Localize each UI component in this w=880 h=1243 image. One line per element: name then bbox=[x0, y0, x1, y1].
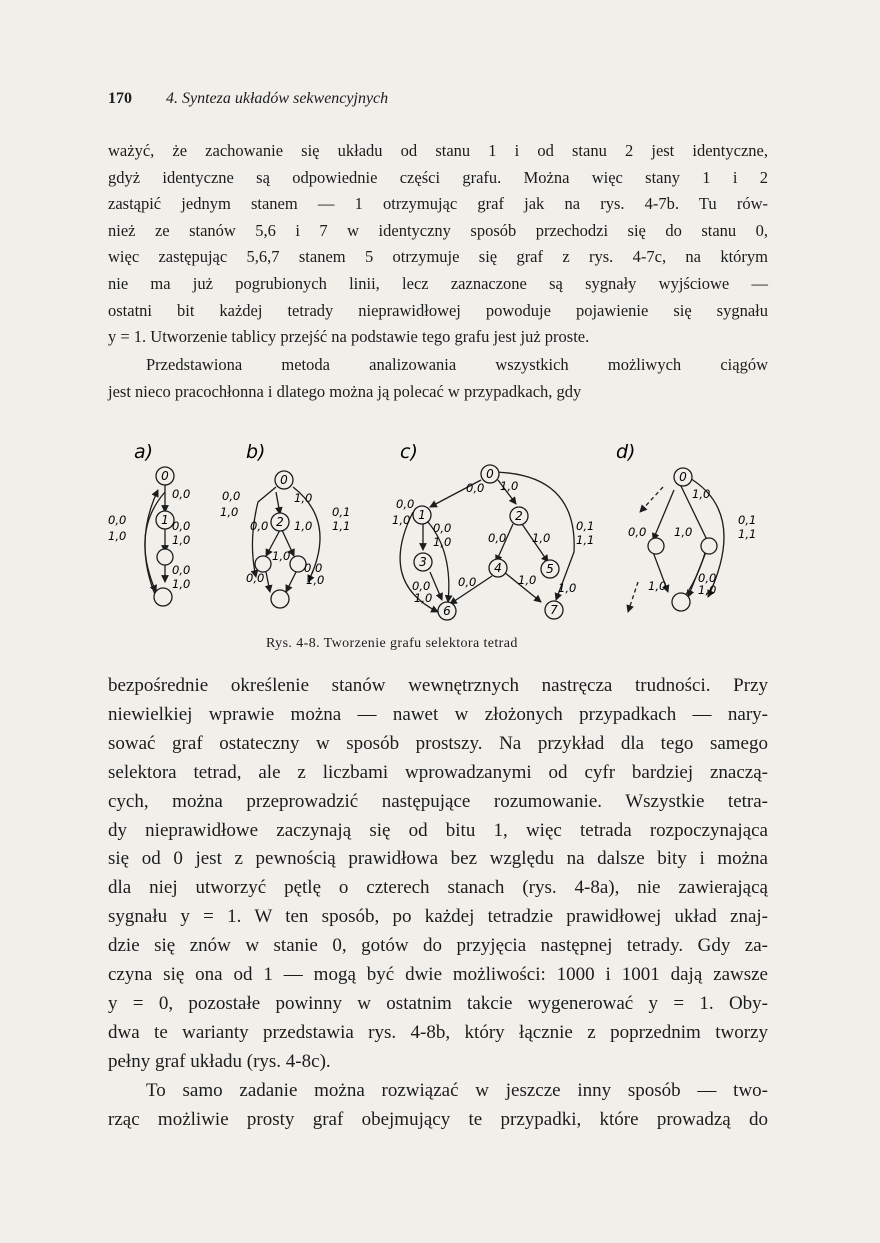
edge-label: 0,0 bbox=[172, 519, 191, 533]
edge-label: 1,0 bbox=[558, 581, 577, 595]
node-label: 2 bbox=[515, 509, 523, 523]
state-graph-figure bbox=[108, 432, 772, 632]
text-line: gdyż identyczne są odpowiednie części grafu. Można więc stany 1 i 2 bbox=[108, 167, 768, 187]
edge-label: 1,0 bbox=[172, 533, 191, 547]
page-header bbox=[108, 90, 388, 108]
node-b-5 bbox=[271, 590, 289, 608]
edge-label: 1,1 bbox=[332, 519, 351, 533]
text-line: więc zastępując 5,6,7 stanem 5 otrzymuje się graf z rys. 4-7c, na którym bbox=[108, 247, 768, 267]
edge-label: 1,0 bbox=[414, 591, 433, 605]
edge-label: 1,0 bbox=[220, 505, 239, 519]
text-line: czyna się ona od 1 — mogą być dwie możliwości: 1000 i 1001 dają zawsze bbox=[108, 964, 768, 986]
edge-label: 0,0 bbox=[108, 513, 127, 527]
text-line: dzie się znów w stanie 0, gotów do przyjęcia następnej tetrady. Gdy za- bbox=[108, 935, 768, 957]
node-b-3 bbox=[255, 556, 271, 572]
text-line: dy nieprawidłowe zaczynają się od bitu 1, więc tetrada rozpoczynająca bbox=[108, 819, 768, 841]
panel-a-graph bbox=[145, 482, 165, 597]
text-line: dwa te warianty przedstawia rys. 4-8b, który łącznie z poprzednim tworzy bbox=[108, 1021, 768, 1043]
text-line: się od 0 jest z pewnością prawidłowa bez względu na dalsze bity i można bbox=[108, 848, 768, 870]
edge-label: 1,0 bbox=[392, 513, 411, 527]
text-line: sować graf ostateczny w sposób prostszy. Na przykład dla tego samego bbox=[108, 732, 768, 754]
edge-label: 1,0 bbox=[172, 577, 191, 591]
edge-label: 1,0 bbox=[698, 583, 717, 597]
edge-label: 1,0 bbox=[532, 531, 551, 545]
node-label: 4 bbox=[494, 561, 502, 575]
text-line: y = 0, pozostałe powinny w ostatnim takcie wygenerować y = 1. Oby- bbox=[108, 992, 768, 1014]
text-line: nie ma już pogrubionych linii, lecz zaznaczone są sygnały wyjściowe — bbox=[108, 273, 768, 293]
edge-label: 0,0 bbox=[466, 481, 485, 495]
edge-label: 0,0 bbox=[698, 571, 717, 585]
node-d-1 bbox=[648, 538, 664, 554]
text-line: cych, można przeprowadzić następujące rozumowanie. Wszystkie tetra- bbox=[108, 790, 768, 812]
text-line: To samo zadanie można rozwiązać w jeszcze inny sposób — two- bbox=[146, 1080, 768, 1101]
edge-label: 0,0 bbox=[172, 487, 191, 501]
text-line: Przedstawiona metoda analizowania wszystkich możliwych ciągów bbox=[146, 355, 768, 374]
text-line: pełny graf układu (rys. 4-8c). bbox=[108, 1050, 331, 1072]
edge-label: 1,0 bbox=[433, 535, 452, 549]
edge-label: 0,0 bbox=[246, 571, 265, 585]
text-line: niewielkiej wprawie można — nawet w złożonych przypadkach — nary- bbox=[108, 703, 768, 725]
node-d-2 bbox=[701, 538, 717, 554]
panel-label-b: b) bbox=[246, 441, 266, 463]
edge-label: 0,0 bbox=[304, 561, 323, 575]
edge-label: 0,1 bbox=[576, 519, 595, 533]
edge-label: 0,0 bbox=[222, 489, 241, 503]
edge-label: 1,0 bbox=[518, 573, 537, 587]
panel-label-d: d) bbox=[616, 441, 636, 463]
node-label: 0 bbox=[280, 473, 288, 487]
node-label: 5 bbox=[546, 562, 554, 576]
node-label: 2 bbox=[276, 515, 284, 529]
edge-label: 1,0 bbox=[674, 525, 693, 539]
edge-label: 0,0 bbox=[412, 579, 431, 593]
node-label: 3 bbox=[419, 555, 427, 569]
node-a-3 bbox=[154, 588, 172, 606]
text-line: zastąpić jednym stanem — 1 otrzymując graf jak na rys. 4-7b. Tu rów- bbox=[108, 194, 768, 214]
edge-label: 0,1 bbox=[738, 513, 757, 527]
text-line: sygnału y = 1. W ten sposób, po każdej tetradzie prawidłowej układ znaj- bbox=[108, 906, 768, 928]
edge-label: 1,0 bbox=[272, 549, 291, 563]
node-label: 6 bbox=[443, 604, 451, 618]
node-label: 1 bbox=[418, 508, 426, 522]
edge-label: 1,0 bbox=[294, 491, 313, 505]
text-line: nież ze stanów 5,6 i 7 w identyczny sposób przechodzi się do stanu 0, bbox=[108, 220, 768, 240]
edge-label: 0,0 bbox=[396, 497, 415, 511]
panel-label-a: a) bbox=[134, 441, 154, 463]
text-line: dla niej utworzyć pętlę o czterech stanach (rys. 4-8a), nie zawierającą bbox=[108, 877, 768, 899]
text-line: selektora tetrad, ale z liczbami wprowadzanymi od cyfr bardziej znaczą- bbox=[108, 761, 768, 783]
node-d-3 bbox=[672, 593, 690, 611]
edge-label: 0,0 bbox=[250, 519, 269, 533]
text-line: rząc możliwie prosty graf obejmujący te przypadki, które prowadzą do bbox=[108, 1108, 768, 1130]
edge-label: 0,0 bbox=[458, 575, 477, 589]
figure-caption: Rys. 4-8. Tworzenie grafu selektora tetrad bbox=[266, 636, 518, 651]
node-label: 1 bbox=[161, 513, 169, 527]
paragraph-1 bbox=[108, 138, 768, 351]
node-a-2 bbox=[157, 549, 173, 565]
text-line: jest nieco pracochłonna i dlatego można ją polecać w przypadkach, gdy bbox=[108, 381, 582, 401]
panel-label-c: c) bbox=[400, 441, 418, 463]
node-label: 0 bbox=[486, 467, 494, 481]
edge-label: 0,0 bbox=[628, 525, 647, 539]
text-line: y = 1. Utworzenie tablicy przejść na podstawie tego grafu jest już proste. bbox=[108, 327, 590, 347]
edge-label: 0,0 bbox=[488, 531, 507, 545]
text-line: bezpośrednie określenie stanów wewnętrznych nastręcza trudności. Przy bbox=[108, 675, 768, 696]
edge-label: 1,0 bbox=[306, 573, 325, 587]
page-number: 170 bbox=[108, 90, 132, 107]
paragraph-4 bbox=[108, 1077, 768, 1135]
edge-label: 0,0 bbox=[433, 521, 452, 535]
edge-label: 0,0 bbox=[172, 563, 191, 577]
edge-label: 1,0 bbox=[648, 579, 667, 593]
node-label: 0 bbox=[679, 470, 687, 484]
edge-label: 1,0 bbox=[500, 479, 519, 493]
edge-label: 1,0 bbox=[692, 487, 711, 501]
edge-label: 0,1 bbox=[332, 505, 351, 519]
text-line: ostatni bit każdej tetrady nieprawidłowej powoduje pojawienie się sygnału bbox=[108, 300, 768, 320]
paragraph-3 bbox=[108, 672, 768, 1077]
edge-label: 1,1 bbox=[738, 527, 757, 541]
text-line: ważyć, że zachowanie się układu od stanu 1 i od stanu 2 jest identyczne, bbox=[108, 141, 768, 160]
edge-label: 1,0 bbox=[294, 519, 313, 533]
edge-label: 1,0 bbox=[108, 529, 127, 543]
edge-label: 1,1 bbox=[576, 533, 595, 547]
node-label: 7 bbox=[550, 603, 558, 617]
paragraph-2 bbox=[108, 352, 768, 405]
node-label: 0 bbox=[161, 469, 169, 483]
running-title: 4. Synteza układów sekwencyjnych bbox=[166, 90, 389, 107]
